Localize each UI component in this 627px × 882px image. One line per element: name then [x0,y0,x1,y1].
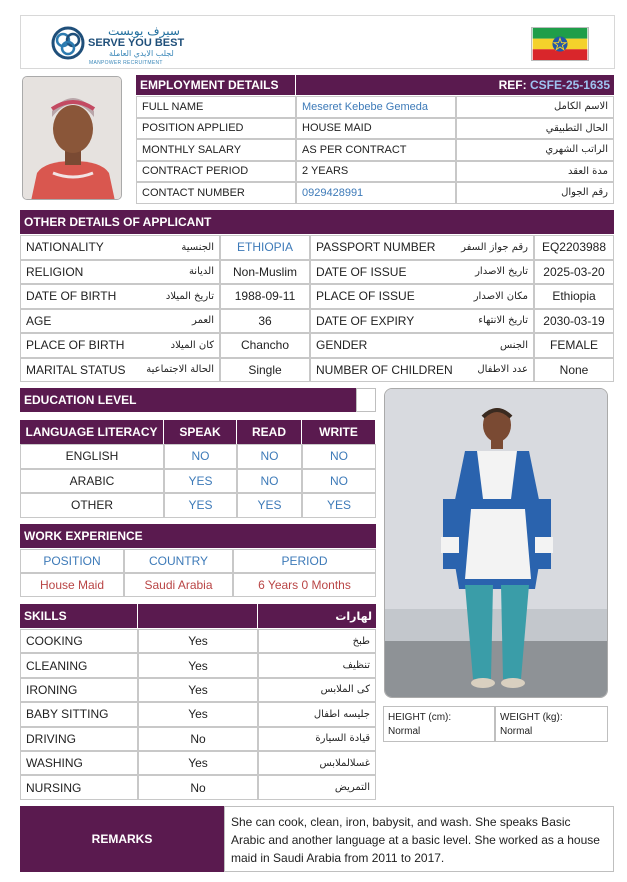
detail-value: Ethiopia [552,289,596,304]
detail-value: 36 [258,313,272,328]
skills-title: SKILLS [24,609,67,623]
skill-label: BABY SITTING [26,707,109,722]
detail-value-cell [534,235,614,260]
reference-bar [296,75,614,95]
skill-value-cell [138,751,258,775]
skill-arabic-cell [258,629,376,653]
detail-label: RELIGION [26,264,84,279]
detail-label-cell [20,284,220,309]
detail-label-cell [20,358,220,383]
literacy-value-cell [302,444,376,469]
detail-value: EQ2203988 [541,240,607,255]
employment-value-cell [296,118,456,140]
education-level-title: EDUCATION LEVEL [24,393,137,407]
skill-arabic-cell [258,727,376,751]
education-level-header [20,388,356,412]
employment-details-header [136,75,296,95]
employment-value: 0929428991 [302,186,364,199]
detail-value-cell [534,309,614,334]
employment-value-cell [296,161,456,183]
skill-label-cell [20,629,138,653]
detail-value: 1988-09-11 [234,289,296,304]
detail-label-arabic: الديانة [188,266,214,278]
skill-value: Yes [188,658,208,673]
employment-label-cell [136,182,296,204]
brand-name: SERVE YOU BEST [88,37,185,49]
detail-value-cell [534,260,614,285]
detail-label: GENDER [316,338,368,353]
literacy-value: NO [260,449,279,464]
skill-arabic-cell [258,775,376,799]
education-column-header [302,420,376,444]
detail-value-cell [220,284,310,309]
employment-label: POSITION APPLIED [142,122,244,135]
detail-value-cell [534,358,614,383]
applicant-portrait-photo [22,76,122,200]
skill-value: No [190,780,206,795]
skill-label-arabic: التمريض [334,782,370,794]
skill-value-cell [138,775,258,799]
brand-name-arabic: سيرف يوبست [108,24,180,38]
detail-label-cell [310,260,534,285]
skills-header [20,604,138,628]
employment-value-cell [296,139,456,161]
work-column-header [20,549,124,573]
employment-label-arabic: الحال التطبيقي [545,122,608,134]
skill-label: DRIVING [26,731,77,746]
detail-label-arabic: الحالة الاجتماعية [146,364,214,376]
skills-header-arabic [258,604,376,628]
other-details-header [20,210,614,234]
work-column-title: COUNTRY [148,554,209,568]
employment-label: FULL NAME [142,100,204,113]
detail-value-cell [220,260,310,285]
employment-label-arabic: الراتب الشهري [545,144,608,156]
skill-label: NURSING [26,780,82,795]
skill-value-cell [138,653,258,677]
language-name: ARABIC [69,473,115,488]
literacy-value: YES [326,498,351,513]
skill-label-arabic: تنظيف [342,660,370,672]
work-column-title: POSITION [43,554,101,568]
work-position: House Maid [39,578,105,592]
skill-arabic-cell [258,653,376,677]
work-experience-header [20,524,376,548]
detail-label-cell [20,260,220,285]
employment-label: CONTRACT PERIOD [142,165,249,178]
skill-label-cell [20,775,138,799]
ethiopia-flag-icon [531,27,589,61]
detail-value-cell [220,333,310,358]
remarks-label-cell [20,806,224,872]
literacy-value-cell [302,469,376,494]
skill-label-arabic: قيادة السيارة [315,733,370,745]
education-column-header [237,420,302,444]
employment-label-cell [136,139,296,161]
height-box [383,706,495,742]
detail-label: PLACE OF ISSUE [316,289,415,304]
education-column-title: LANGUAGE LITERACY [25,425,158,439]
skill-value-cell [138,727,258,751]
detail-value: Single [248,362,282,377]
employment-label-cell [136,118,296,140]
employment-value: HOUSE MAID [302,122,372,135]
work-column-header [233,549,376,573]
reference-label: REF: [498,78,527,92]
literacy-value: NO [260,473,279,488]
employment-arabic-cell [456,139,614,161]
work-value-cell [233,573,376,597]
detail-label-arabic: تاريخ الميلاد [165,290,214,302]
literacy-value-cell [164,493,237,518]
detail-value: FEMALE [549,338,598,353]
detail-label-arabic: الجنسية [181,241,214,253]
detail-value-cell [220,235,310,260]
literacy-value: NO [191,449,210,464]
education-column-title: READ [251,425,286,439]
page-header [20,15,615,69]
language-name-cell [20,444,164,469]
employment-label-arabic: مدة العقد [568,165,608,177]
detail-value: ETHIOPIA [236,240,293,255]
remarks-text-cell [224,806,614,872]
employment-label-arabic: الاسم الكامل [553,101,608,113]
skill-arabic-cell [258,678,376,702]
employment-value: Meseret Kebebe Gemeda [302,100,428,113]
detail-label-cell [310,309,534,334]
detail-label: DATE OF ISSUE [316,264,407,279]
employment-label: CONTACT NUMBER [142,186,245,199]
skill-arabic-cell [258,702,376,726]
employment-value-cell [296,182,456,204]
detail-label: AGE [26,313,52,328]
skills-title-arabic: لهارات [335,609,372,623]
skills-header-middle [138,604,258,628]
reference-number: CSFE-25-1635 [529,78,610,92]
detail-label-arabic: الجنس [499,339,528,351]
literacy-value: YES [188,473,213,488]
work-period: 6 Years 0 Months [258,578,351,592]
brand-tagline: MANPOWER RECRUITMENT [89,60,163,66]
skill-label-arabic: طبخ [352,635,370,647]
detail-label-arabic: تاريخ الاصدار [475,266,528,278]
education-column-header [20,420,164,444]
detail-label-arabic: تاريخ الانتهاء [478,315,528,327]
detail-value: 2025-03-20 [543,264,605,279]
skill-value-cell [138,702,258,726]
detail-label: DATE OF EXPIRY [316,313,415,328]
literacy-value-cell [164,444,237,469]
literacy-value-cell [237,444,302,469]
detail-label: PLACE OF BIRTH [26,338,125,353]
employment-label-cell [136,161,296,183]
weight-value: Normal [500,726,533,737]
detail-value: Non-Muslim [232,264,297,279]
skill-value-cell [138,629,258,653]
work-column-header [124,549,233,573]
employment-arabic-cell [456,182,614,204]
weight-box [495,706,608,742]
detail-value: None [559,362,589,377]
language-name: OTHER [71,498,113,513]
detail-value-cell [534,284,614,309]
employment-value-cell [296,96,456,118]
remarks-text: She can cook, clean, iron, babysit, and wash. She speaks Basic Arabic and another language at a basic level. She worked as a house maid in Saudi Arabia from 2011 to 2017. [231,815,600,865]
detail-label-arabic: رقم جواز السفر [461,241,528,253]
education-column-title: WRITE [319,425,358,439]
skill-label-cell [20,727,138,751]
skill-value: Yes [188,634,208,649]
detail-label-cell [310,284,534,309]
employment-label-cell [136,96,296,118]
skill-value: Yes [188,756,208,771]
literacy-value: YES [188,498,213,513]
detail-label-cell [20,309,220,334]
employment-value: 2 YEARS [302,165,349,178]
detail-label: MARITAL STATUS [26,362,126,377]
education-level-value [356,388,376,412]
other-details-title: OTHER DETAILS OF APPLICANT [24,215,212,229]
work-experience-title: WORK EXPERIENCE [24,529,143,543]
detail-value: 2030-03-19 [543,313,605,328]
work-column-title: PERIOD [281,554,328,568]
detail-label: NUMBER OF CHILDREN [316,362,453,377]
weight-label: WEIGHT (kg): [500,712,563,723]
height-value: Normal [388,726,421,737]
skill-label-cell [20,653,138,677]
detail-value-cell [220,358,310,383]
skill-label-arabic: غسلالملابس [319,757,370,769]
employment-label-arabic: رقم الجوال [561,187,608,199]
literacy-value-cell [237,469,302,494]
skill-value: Yes [188,707,208,722]
literacy-value-cell [164,469,237,494]
detail-label-cell [20,333,220,358]
detail-label-cell [310,358,534,383]
skill-label: IRONING [26,682,78,697]
skill-label-arabic: كى الملابس [320,684,370,696]
skill-label-arabic: جليسه اطفال [313,708,370,720]
detail-label: PASSPORT NUMBER [316,240,436,255]
employment-arabic-cell [456,96,614,118]
education-column-title: SPEAK [179,425,221,439]
literacy-value: NO [330,473,348,488]
skill-label: COOKING [26,634,83,649]
skill-label: CLEANING [26,658,88,673]
company-logo-icon [51,26,85,60]
detail-label-arabic: كان الميلاد [170,339,214,351]
employment-arabic-cell [456,118,614,140]
detail-value-cell [534,333,614,358]
detail-label: NATIONALITY [26,240,104,255]
skill-label-cell [20,751,138,775]
literacy-value: YES [257,498,282,513]
employment-value: AS PER CONTRACT [302,143,407,156]
employment-arabic-cell [456,161,614,183]
detail-label-cell [310,333,534,358]
skill-label-cell [20,678,138,702]
language-name-cell [20,469,164,494]
skill-value: No [190,731,206,746]
literacy-value-cell [237,493,302,518]
detail-label: DATE OF BIRTH [26,289,117,304]
detail-label-cell [310,235,534,260]
brand-subtitle-arabic: لجلب الايدي العاملة [109,49,174,58]
skill-label: WASHING [26,756,83,771]
skill-value: Yes [188,682,208,697]
language-name-cell [20,493,164,518]
education-column-header [164,420,237,444]
detail-value-cell [220,309,310,334]
work-value-cell [20,573,124,597]
work-value-cell [124,573,233,597]
detail-label-arabic: عدد الاطفال [477,364,528,376]
skill-arabic-cell [258,751,376,775]
employment-label: MONTHLY SALARY [142,143,242,156]
detail-label-arabic: مكان الاصدار [473,290,528,302]
detail-label-arabic: العمر [192,315,214,327]
work-country: Saudi Arabia [144,578,213,592]
detail-value: Chancho [240,338,290,353]
remarks-title: REMARKS [91,832,153,846]
skill-value-cell [138,678,258,702]
language-name: ENGLISH [65,449,119,464]
detail-label-cell [20,235,220,260]
employment-details-title: EMPLOYMENT DETAILS [140,78,279,92]
literacy-value-cell [302,493,376,518]
literacy-value: NO [330,449,348,464]
applicant-full-body-photo [384,388,608,698]
skill-label-cell [20,702,138,726]
height-label: HEIGHT (cm): [388,712,452,723]
